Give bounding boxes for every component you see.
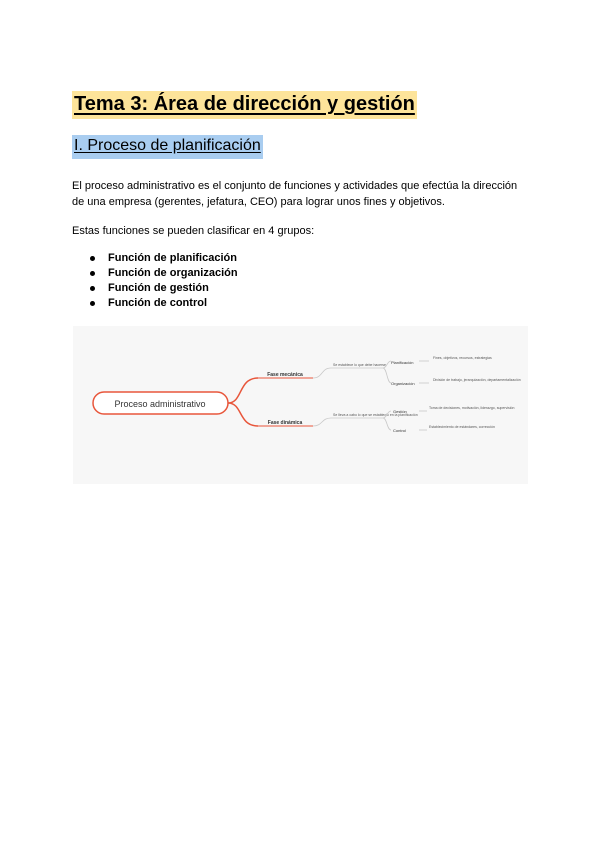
connector-line <box>383 368 391 383</box>
section-heading: I. Proceso de planificación <box>72 135 263 159</box>
branch2-leaf1-note: Toma de decisiones, motivación, liderazgo, supervisión <box>429 406 515 410</box>
connector-line <box>313 368 331 378</box>
intro-paragraph: El proceso administrativo es el conjunto de funciones y actividades que efectúa la dirección de una empresa (gerentes, jefatura, CEO) para lograr unos fines y objetivos. <box>72 180 518 208</box>
branch1-leaf1-note: Fines, objetivos, recursos, estrategias <box>433 356 492 360</box>
branch1-leaf2-note: División de trabajo, jerarquización, departamentalización <box>433 378 521 382</box>
list-item: Función de control <box>72 296 238 311</box>
connector-line <box>228 378 258 403</box>
mindmap-diagram <box>73 326 528 484</box>
branch1-leaf2: Organización <box>391 381 415 386</box>
list-item: Función de gestión <box>72 281 238 296</box>
branch1-note: Se establece lo que debe hacerse <box>333 363 386 367</box>
branch2-leaf2: Control <box>393 428 406 433</box>
branch1-leaf1: Planificación <box>391 360 414 365</box>
connector-line <box>383 418 391 430</box>
branch2-label: Fase dinámica <box>267 420 303 426</box>
branch1-label: Fase mecánica <box>267 372 303 378</box>
groups-paragraph: Estas funciones se pueden clasificar en 4 grupos: <box>72 225 315 237</box>
list-item: Función de organización <box>72 266 238 281</box>
connector-line <box>228 403 258 426</box>
root-node-label: Proceso administrativo <box>114 399 206 409</box>
branch2-note: Se lleva a cabo lo que se estableció en la planificación <box>333 413 418 417</box>
mindmap-image <box>73 326 528 484</box>
connector-line <box>313 418 331 426</box>
branch2-leaf2-note: Establecimiento de estándares, corrección <box>429 425 495 429</box>
branch2-leaf1: Gestión <box>393 409 407 414</box>
list-item: Función de planificación <box>72 251 238 266</box>
page-title: Tema 3: Área de dirección y gestión <box>72 91 417 119</box>
functions-list <box>72 251 238 311</box>
